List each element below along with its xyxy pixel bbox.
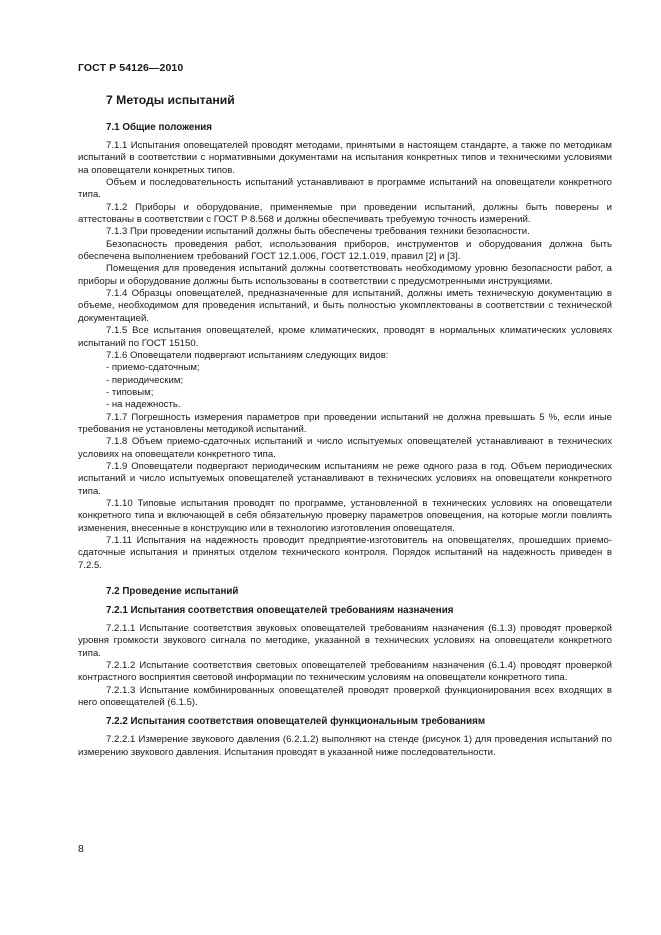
paragraph: 7.1.4 Образцы оповещателей, предназначенные для испытаний, должны иметь техническую документацию в объеме, необходимом для проведения испытаний, и быть полностью укомплектованы в соответствии с технической документацией. <box>78 288 612 324</box>
page-number: 8 <box>78 843 84 855</box>
subsection-title-7-2: 7.2 Проведение испытаний <box>106 586 239 598</box>
paragraph: 7.2.1.1 Испытание соответствия звуковых оповещателей требованиям назначения (6.1.3) проводят проверкой уровня громкости звукового сигнала по методике, указанной в технических условиях на оповещатели конкретного типа. <box>78 623 612 659</box>
paragraph: 7.2.1.2 Испытание соответствия световых оповещателей требованиям назначения (6.1.4) проводят проверкой контрастного восприятия световой информации по техническим условиям на оповещатели конкретного типа. <box>78 660 612 684</box>
document-code: ГОСТ Р 54126—2010 <box>78 62 184 74</box>
section-title: 7 Методы испытаний <box>106 93 235 107</box>
subsection-title-7-1: 7.1 Общие положения <box>106 122 213 133</box>
paragraph: 7.1.2 Приборы и оборудование, применяемые при проведении испытаний, должны быть поверены и аттестованы в соответствии с ГОСТ Р 8.568 и должны обеспечивать требуемую точность измерений. <box>78 201 612 226</box>
paragraph: Помещения для проведения испытаний должны соответствовать необходимому уровню безопасности работ, а приборы и оборудование должны быть использованы в соответствии с предусмотренными инструкциями. <box>78 263 612 287</box>
paragraph: 7.1.11 Испытания на надежность проводит предприятие-изготовитель на оповещателях, прошедших приемо-сдаточные испытания и принятых отделом технического контроля. Порядок испытаний на надежность приведен в 7.2.5. <box>78 535 612 571</box>
list-item: - на надежность. <box>106 399 181 411</box>
list-item: - приемо-сдаточным; <box>106 362 200 374</box>
paragraph: 7.1.3 При проведении испытаний должны быть обеспечены требования техники безопасности. <box>106 226 530 238</box>
paragraph: 7.1.10 Типовые испытания проводят по программе, установленной в технических условиях на оповещатели конкретного типа и включающей в себя обязательную проверку параметров оповещения, на которые могли повлиять изменения, внесенные в конструкцию или в технологию изготовления оповещателя. <box>78 497 612 534</box>
paragraph: 7.1.5 Все испытания оповещателей, кроме климатических, проводят в нормальных климатических условиях испытаний по ГОСТ 15150. <box>78 325 612 349</box>
list-item: - периодическим; <box>106 374 184 386</box>
paragraph: 7.2.2.1 Измерение звукового давления (6.2.1.2) выполняют на стенде (рисунок 1) для проведения испытаний по измерению звукового давления. Испытания проводят в указанной ниже последовательности. <box>78 734 612 758</box>
page-content <box>78 84 612 759</box>
paragraph: 7.1.9 Оповещатели подвергают периодическим испытаниям не реже одного раза в год. Объем периодических испытаний и число испытуемых оповещателей устанавливают в технических условиях на оповещатели конкретного типа. <box>78 460 612 497</box>
paragraph: 7.1.1 Испытания оповещателей проводят методами, принятыми в настоящем стандарте, а также по методикам испытаний в соответствии с нормативными документами на испытания конкретных типов и техническими условиями на оповещатели конкретных типов. <box>78 140 612 176</box>
subsection-title-7-2-2: 7.2.2 Испытания соответствия оповещателей функциональным требованиям <box>106 716 486 728</box>
paragraph: 7.1.6 Оповещатели подвергают испытаниям следующих видов: <box>106 349 389 361</box>
paragraph: Объем и последовательность испытаний устанавливают в программе испытаний на оповещатели конкретного типа. <box>78 177 612 201</box>
paragraph: Безопасность проведения работ, использования приборов, инструментов и оборудования должна быть обеспечена выполнением требований ГОСТ 12.1.006, ГОСТ 12.1.019, правил [2] и [3]. <box>78 238 612 263</box>
list-item: - типовым; <box>106 386 154 398</box>
paragraph: 7.2.1.3 Испытание комбинированных оповещателей проводят проверкой функционирования всех входящих в него оповещателей (6.1.5). <box>78 684 612 709</box>
subsection-title-7-2-1: 7.2.1 Испытания соответствия оповещателей требованиям назначения <box>106 605 454 617</box>
paragraph: 7.1.8 Объем приемо-сдаточных испытаний и число испытуемых оповещателей устанавливают в технических условиях на оповещатели конкретного типа. <box>78 436 612 460</box>
paragraph: 7.1.7 Погрешность измерения параметров при проведении испытаний не должна превышать 5 %, если иные требования не установлены методикой испытаний. <box>78 411 612 435</box>
